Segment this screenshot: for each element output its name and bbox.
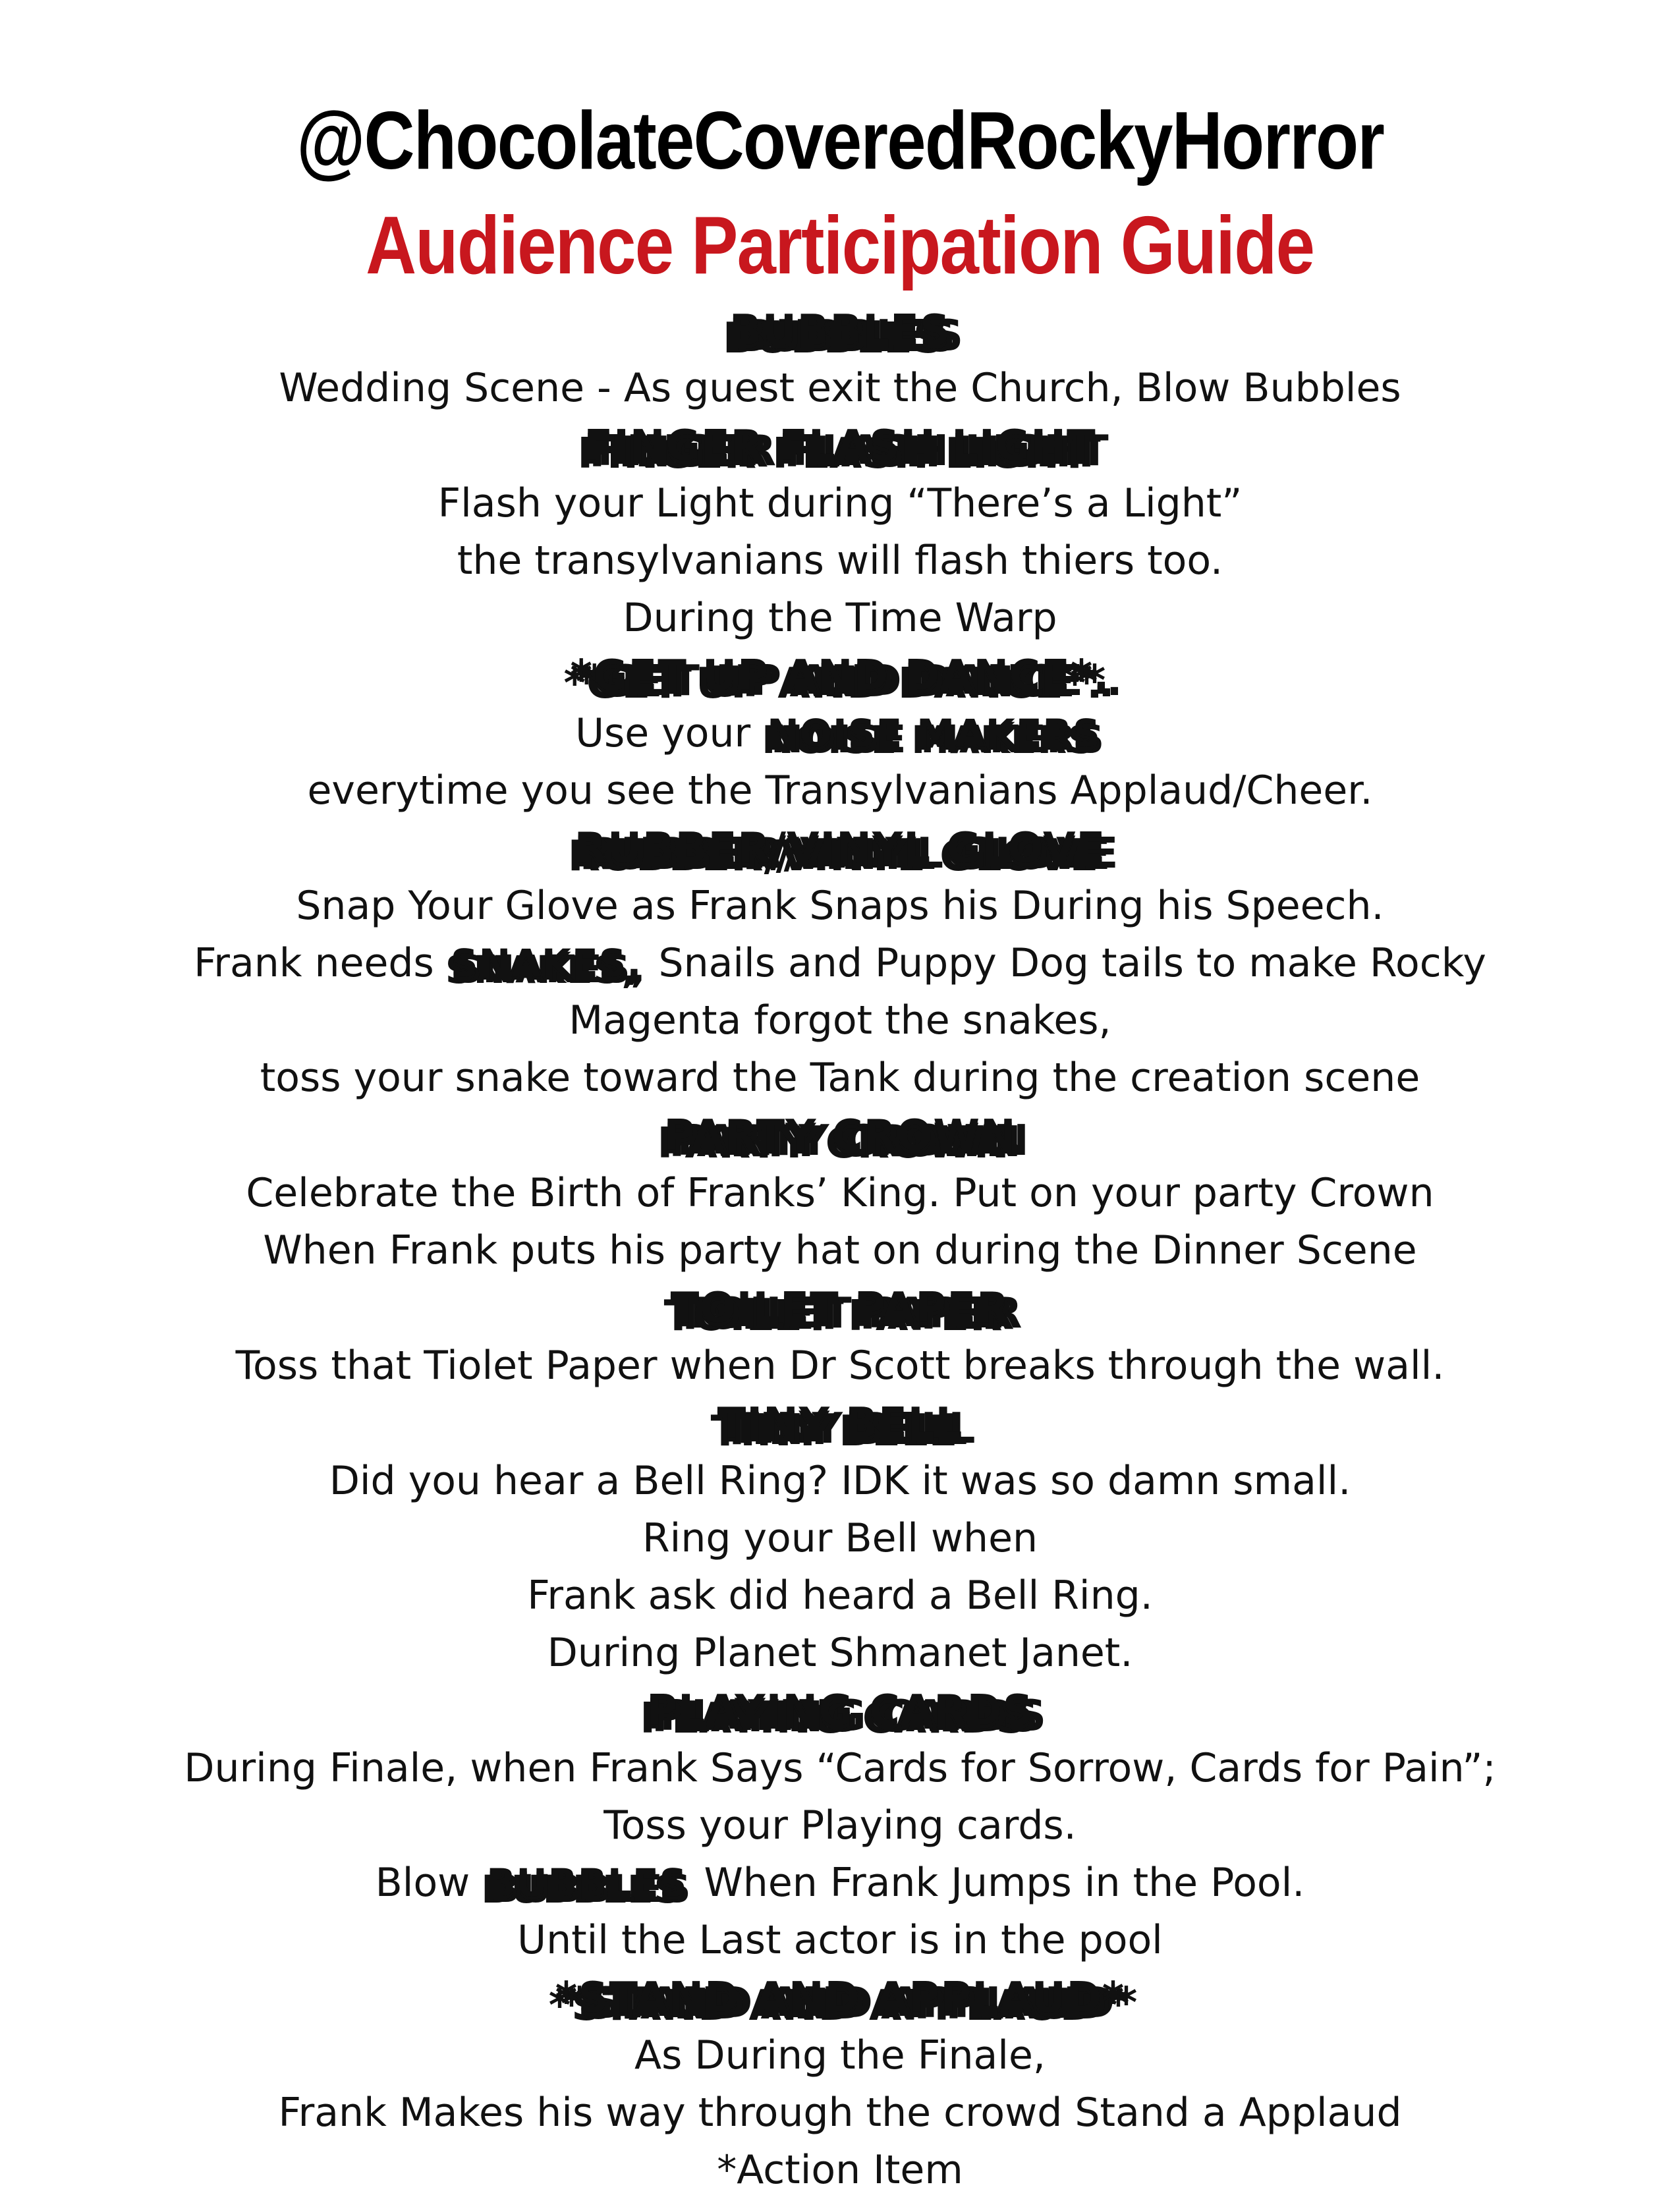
bubbles-highlight: BUBBLES (486, 1860, 688, 1905)
flash-line-2: the transylvanians will flash thiers too. (457, 538, 1223, 584)
page-subtitle: Audience Participation Guide (366, 200, 1314, 291)
cards-line-3-prefix: Blow (375, 1860, 483, 1906)
bubbles-line-1: Wedding Scene - As guest exit the Church, Blow Bubbles (279, 365, 1401, 411)
glove-line-2-suffix: Snails and Puppy Dog tails to make Rocky (646, 940, 1486, 986)
bell-line-2: Ring your Bell when (642, 1515, 1038, 1561)
cards-line-3-suffix: When Frank Jumps in the Pool. (691, 1860, 1305, 1906)
snakes-highlight: SNAKES, (450, 941, 642, 986)
crown-line-1: Celebrate the Birth of Franks’ King. Put on your party Crown (246, 1170, 1434, 1216)
bell-line-3: Frank ask did heard a Bell Ring. (527, 1573, 1153, 1619)
cards-line-2: Toss your Playing cards. (603, 1802, 1077, 1849)
flash-line-1: Flash your Light during “There’s a Light” (437, 480, 1243, 526)
flash-line-3: During the Time Warp (623, 595, 1057, 641)
cards-line-3 (376, 1854, 1305, 1912)
heading-tiny-bell: TINY BELL (717, 1399, 963, 1448)
heading-rubber-glove: RUBBER/VINYL GLOVE (574, 824, 1106, 873)
bell-line-1: Did you hear a Bell Ring? IDK it was so damn small. (329, 1458, 1351, 1504)
crown-line-2: When Frank puts his party hat on during the Dinner Scene (263, 1227, 1417, 1273)
heading-stand-and-applaud: *STAND AND APPLAUD* (555, 1974, 1125, 2022)
glove-line-4: toss your snake toward the Tank during the creation scene (260, 1055, 1420, 1101)
heading-bubbles: BUBBLES (729, 306, 951, 355)
glove-line-3: Magenta forgot the snakes, (569, 997, 1111, 1044)
applaud-line-1: As During the Finale, (634, 2032, 1046, 2078)
bell-line-4: During Planet Shmanet Janet. (547, 1630, 1133, 1676)
heading-get-up-and-dance: *GET UP AND DANCE*. (570, 652, 1110, 700)
glove-line-1: Snap Your Glove as Frank Snaps his During his Speech. (296, 883, 1384, 929)
page-title: @ChocolateCoveredRockyHorror (296, 96, 1384, 186)
dance-line-1 (575, 705, 1105, 762)
cards-line-1: During Finale, when Frank Says “Cards for Sorrow, Cards for Pain”; (184, 1745, 1496, 1791)
glove-line-2-prefix: Frank needs (194, 940, 447, 986)
glove-line-2 (194, 935, 1486, 992)
heading-playing-cards: PLAYING CARDS (646, 1686, 1034, 1735)
dance-line-2: everytime you see the Transylvanians Applaud/Cheer. (307, 767, 1373, 814)
heading-party-crown: PARTY CROWN (663, 1111, 1017, 1160)
noise-makers-highlight: NOISE MAKERS (767, 711, 1101, 756)
heading-toilet-paper: TOILET PAPER (670, 1284, 1010, 1333)
action-item-note: *Action Item (717, 2147, 963, 2193)
dance-line-1-prefix: Use your (575, 710, 764, 756)
heading-finger-flash-light: FINGER FLASH LIGHT (584, 422, 1096, 470)
cards-line-4: Until the Last actor is in the pool (517, 1917, 1163, 1963)
toilet-line-1: Toss that Tiolet Paper when Dr Scott breaks through the wall. (235, 1343, 1445, 1389)
applaud-line-2: Frank Makes his way through the crowd Stand a Applaud (278, 2090, 1402, 2136)
